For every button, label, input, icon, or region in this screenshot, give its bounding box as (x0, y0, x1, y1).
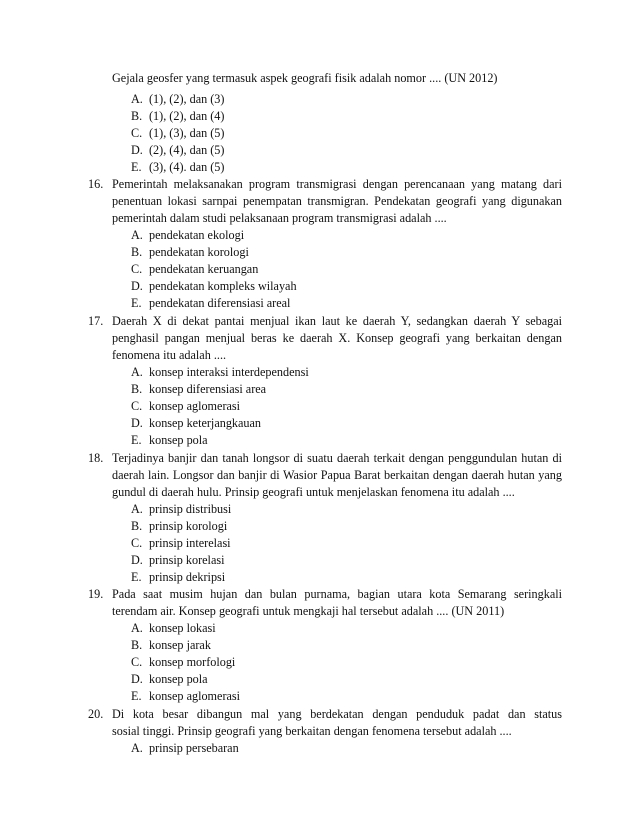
option-d (0, 278, 638, 295)
option-c (0, 654, 638, 671)
option-text: konsep pola (149, 433, 208, 447)
option-b (0, 244, 638, 261)
option-text: pendekatan kompleks wilayah (149, 279, 297, 293)
option-d (0, 552, 638, 569)
option-text: prinsip korologi (149, 519, 228, 533)
option-letter: B. (131, 109, 143, 123)
option-text: prinsip dekripsi (149, 570, 226, 584)
option-letter: E. (131, 689, 142, 703)
option-c (0, 398, 638, 415)
option-text: (1), (2), dan (3) (149, 92, 225, 106)
option-letter: C. (131, 126, 143, 140)
question-number: 19. (88, 587, 104, 601)
option-letter: B. (131, 382, 143, 396)
option-text: (1), (2), dan (4) (149, 109, 225, 123)
option-letter: C. (131, 655, 143, 669)
option-text: (3), (4). dan (5) (149, 160, 225, 174)
option-b (0, 381, 638, 398)
question-line (0, 450, 638, 467)
option-text: prinsip korelasi (149, 553, 225, 567)
intro-option-e (0, 159, 638, 176)
option-letter: D. (131, 416, 143, 430)
option-text: prinsip distribusi (149, 502, 232, 516)
option-text: (2), (4), dan (5) (149, 143, 225, 157)
option-d (0, 671, 638, 688)
question-text: penghasil pangan menjual beras ke daerah X. Konsep geografi yang berkaitan dengan (112, 331, 562, 345)
question-number: 18. (88, 451, 104, 465)
option-text: prinsip interelasi (149, 536, 231, 550)
option-letter: C. (131, 262, 143, 276)
question-text: gundul di daerah hulu. Prinsip geografi untuk menjelaskan fenomena itu adalah .... (112, 485, 515, 499)
question-text: Pemerintah melaksanakan program transmigrasi dengan perencanaan yang matang dari (112, 177, 562, 191)
option-text: konsep lokasi (149, 621, 216, 635)
question-text: sosial tinggi. Prinsip geografi yang berkaitan dengan fenomena tersebut adalah .... (112, 724, 512, 738)
question-text: Di kota besar dibangun mal yang berdekatan dengan penduduk padat dan status (112, 707, 562, 721)
option-letter: E. (131, 296, 142, 310)
option-text: pendekatan korologi (149, 245, 249, 259)
question-line (0, 176, 638, 193)
option-text: konsep aglomerasi (149, 689, 241, 703)
option-text: konsep keterjangkauan (149, 416, 262, 430)
option-letter: D. (131, 279, 143, 293)
question-text: Terjadinya banjir dan tanah longsor di suatu daerah terkait dengan penggundulan hutan di (112, 451, 562, 465)
option-letter: D. (131, 553, 143, 567)
option-e (0, 432, 638, 449)
option-letter: B. (131, 245, 143, 259)
option-letter: A. (131, 741, 143, 755)
option-b (0, 518, 638, 535)
option-b (0, 637, 638, 654)
question-line (0, 586, 638, 603)
option-letter: E. (131, 160, 142, 174)
option-text: pendekatan ekologi (149, 228, 245, 242)
question-line (0, 706, 638, 723)
option-letter: A. (131, 365, 143, 379)
question-text: Daerah X di dekat pantai menjual ikan laut ke daerah Y, sedangkan daerah Y sebagai (112, 314, 562, 328)
question-text: penentuan lokasi sarnpai penempatan transmigran. Pendekatan geografi yang digunakan (112, 194, 562, 208)
option-letter: B. (131, 638, 143, 652)
question-number: 20. (88, 707, 104, 721)
option-a (0, 227, 638, 244)
intro-stem: Gejala geosfer yang termasuk aspek geografi fisik adalah nomor .... (UN 2012) (112, 71, 498, 85)
option-letter: E. (131, 433, 142, 447)
question-text: terendam air. Konsep geografi untuk mengkaji hal tersebut adalah .... (UN 2011) (112, 604, 505, 618)
question-number: 16. (88, 177, 104, 191)
option-letter: A. (131, 502, 143, 516)
option-letter: C. (131, 399, 143, 413)
option-e (0, 688, 638, 705)
option-text: konsep aglomerasi (149, 399, 241, 413)
option-text: konsep interaksi interdependensi (149, 365, 309, 379)
option-letter: A. (131, 92, 143, 106)
intro-option-b (0, 108, 638, 125)
intro-option-d (0, 142, 638, 159)
question-text: fenomena itu adalah .... (112, 348, 227, 362)
option-letter: A. (131, 228, 143, 242)
option-text: pendekatan diferensiasi areal (149, 296, 291, 310)
option-e (0, 295, 638, 312)
option-a (0, 364, 638, 381)
option-text: (1), (3), dan (5) (149, 126, 225, 140)
option-c (0, 261, 638, 278)
intro-option-c (0, 125, 638, 142)
option-letter: E. (131, 570, 142, 584)
question-text: daerah lain. Longsor dan banjir di Wasior Papua Barat berkaitan dengan daerah hutan yang (112, 468, 562, 482)
option-letter: A. (131, 621, 143, 635)
option-c (0, 535, 638, 552)
question-number: 17. (88, 314, 104, 328)
question-text: Pada saat musim hujan dan bulan purnama, bagian utara kota Semarang seringkali (112, 587, 562, 601)
option-letter: D. (131, 672, 143, 686)
option-a (0, 620, 638, 637)
option-d (0, 415, 638, 432)
option-letter: C. (131, 536, 143, 550)
intro-option-a (0, 91, 638, 108)
option-e (0, 569, 638, 586)
option-letter: B. (131, 519, 143, 533)
option-text: konsep jarak (149, 638, 211, 652)
option-letter: D. (131, 143, 143, 157)
option-text: prinsip persebaran (149, 741, 239, 755)
option-a (0, 501, 638, 518)
option-a (0, 740, 638, 757)
question-line (0, 313, 638, 330)
option-text: konsep diferensiasi area (149, 382, 267, 396)
option-text: konsep morfologi (149, 655, 236, 669)
question-text: pemerintah dalam studi pelaksanaan program transmigrasi adalah .... (112, 211, 447, 225)
option-text: konsep pola (149, 672, 208, 686)
option-text: pendekatan keruangan (149, 262, 259, 276)
